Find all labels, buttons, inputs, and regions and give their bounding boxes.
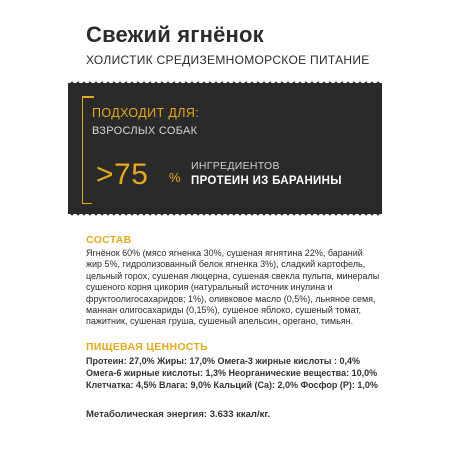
protein-percent-unit: % xyxy=(169,170,181,185)
nutrition-line: Протеин: 27,0% Жиры: 17,0% Омега-3 жирные кислоты : 0,4% xyxy=(86,356,360,366)
ingredients-value: ПРОТЕИН ИЗ БАРАНИНЫ xyxy=(191,175,342,187)
product-title: Свежий ягнёнок xyxy=(86,22,264,47)
nutrition-heading: ПИЩЕВАЯ ЦЕННОСТЬ xyxy=(86,341,208,353)
panel-accent-frame-top xyxy=(82,96,94,98)
info-panel xyxy=(68,80,382,217)
panel-accent-frame xyxy=(82,96,92,204)
ingredients-label: ИНГРЕДИЕНТОВ xyxy=(191,160,280,172)
product-subtitle: ХОЛИСТИК СРЕДИЗЕМНОМОРСКОЕ ПИТАНИЕ xyxy=(86,53,370,67)
metabolic-energy: Метаболическая энергия: 3.633 ккал/кг. xyxy=(86,409,270,420)
composition-heading: СОСТАВ xyxy=(86,234,132,246)
composition-text: Ягнёнок 60% (мясо ягненка 30%, сушеная ягнятина 22%, бараний жир 5%, гидролизованный белок ягненка 3%), сладкий картофель, цельный горох, сушеная люцерна, сушеная свекла пульпа, минералы сушеного корня цикория (натуральный источник инулина и фруктоолигосахаридов; 1%), оливковое масло (0,5%), льняное семя, маннан олигосахариды (0,15%), сушеное яблоко, сушеный томат, пажитник, сушеная груша, сушеный апельсин, орегано, тимьян. xyxy=(86,248,380,327)
suitable-for-heading: ПОДХОДИТ ДЛЯ: xyxy=(92,106,200,120)
nutrition-line: Клетчатка: 4,5% Влага: 9,0% Кальций (Ca): 2,0% Фосфор (P): 1,0% xyxy=(86,380,378,390)
suitable-for-value: ВЗРОСЛЫХ СОБАК xyxy=(92,125,198,137)
nutrition-line: Омега-6 жирные кислоты: 1,3% Неорганические вещества: 10,0% xyxy=(86,368,378,378)
protein-percent: >75 xyxy=(96,158,149,191)
